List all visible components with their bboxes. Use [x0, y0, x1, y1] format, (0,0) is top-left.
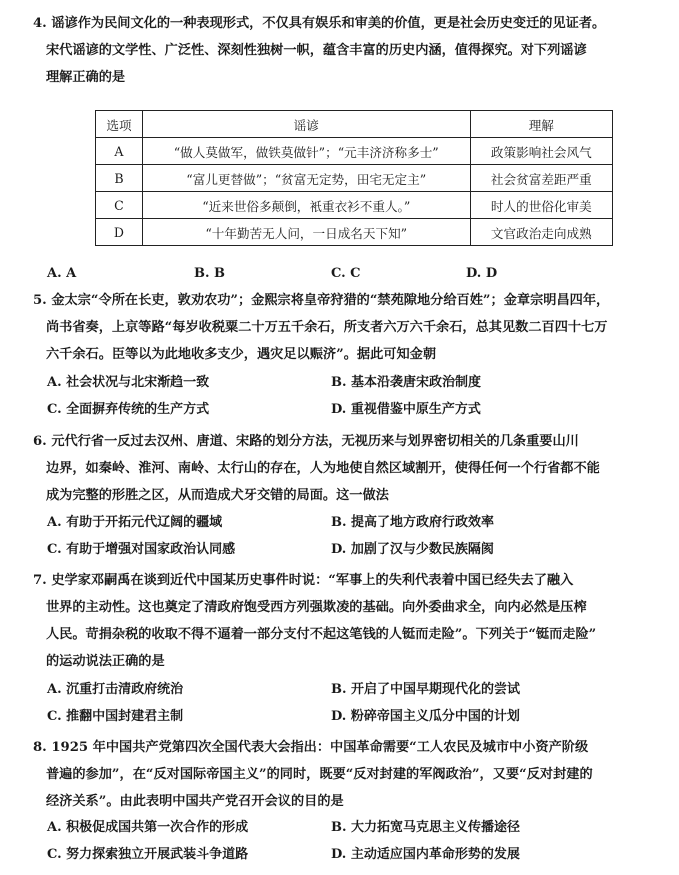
q4-option-c: C. C [331, 266, 361, 281]
q8-option-b: B. 大力拓宽马克思主义传播途径 [331, 820, 521, 835]
q5-stem-line-1: 5. 金太宗“令所在长吏，敦劝农功”；金熙宗将皇帝狩猎的“禁苑隙地分给百姓”；金章宗明昌四年， [33, 293, 610, 308]
q4-stem-line-2: 宋代谣谚的文学性、广泛性、深刻性独树一帜，蕴含丰富的历史内涵，值得探究。对下列谣谚 [46, 43, 587, 58]
table-header: 理解 [470, 111, 612, 138]
q6-stem-line-1: 6. 元代行省一反过去汉州、唐道、宋路的划分方法，无视历来与划界密切相关的几条重要山川 [33, 434, 579, 449]
q5-option-a: A. 社会状况与北宋渐趋一致 [47, 375, 210, 390]
q4-option-d: D. D [466, 266, 498, 281]
q5-stem-line-3: 六千余石。臣等以为此地收多支少，遇灾足以赈济”。据此可知金朝 [46, 347, 437, 362]
q7-stem-line-3: 人民。苛捐杂税的收取不得不逼着一部分支付不起这笔钱的人铤而走险”。下列关于“铤而走险” [46, 627, 597, 642]
q7-stem-line-1: 7. 史学家邓嗣禹在谈到近代中国某历史事件时说：“军事上的失利代表着中国已经失去了融入 [33, 573, 574, 588]
q7-option-d: D. 粉碎帝国主义瓜分中国的计划 [331, 709, 520, 724]
table-cell: 政策影响社会风气 [470, 138, 612, 165]
table-cell: D [96, 219, 143, 246]
q6-option-a: A. 有助于开拓元代辽阔的疆域 [47, 515, 223, 530]
q7-option-b: B. 开启了中国早期现代化的尝试 [331, 682, 521, 697]
q4-table [95, 110, 613, 246]
table-row [96, 138, 613, 165]
q4-stem-line-1: 4. 谣谚作为民间文化的一种表现形式，不仅具有娱乐和审美的价值，更是社会历史变迁的见证者。 [33, 16, 606, 31]
q6-stem-line-2: 边界，如秦岭、淮河、南岭、太行山的存在，人为地使自然区域割开，使得任何一个行省都不能 [46, 461, 600, 476]
table-cell: 社会贫富差距严重 [470, 165, 612, 192]
q6-option-d: D. 加剧了汉与少数民族隔阂 [331, 542, 494, 557]
q4-option-b: B. B [194, 266, 226, 281]
q4-option-a: A. A [47, 266, 77, 281]
q5-stem-line-2: 尚书省奏，上京等路“每岁收税粟二十万五千余石，所支者六万六千余石，总其见数二百四十七万 [46, 320, 608, 335]
q7-option-c: C. 推翻中国封建君主制 [47, 709, 184, 724]
table-cell: C [96, 192, 143, 219]
table-header: 谣谚 [142, 111, 470, 138]
q6-stem-line-3: 成为完整的形胜之区，从而造成犬牙交错的局面。这一做法 [46, 488, 389, 503]
q8-option-a: A. 积极促成国共第一次合作的形成 [47, 820, 249, 835]
q8-option-c: C. 努力探索独立开展武装斗争道路 [47, 847, 249, 862]
table-header: 选项 [96, 111, 143, 138]
q7-stem-line-4: 的运动说法正确的是 [46, 654, 165, 669]
table-header-row [96, 111, 613, 138]
q8-option-d: D. 主动适应国内革命形势的发展 [331, 847, 520, 862]
q8-stem-line-2: 普遍的参加”，在“反对国际帝国主义”的同时，既要“反对封建的军阀政治”，又要“反对封建的 [46, 767, 593, 782]
table-cell: A [96, 138, 143, 165]
q6-option-b: B. 提高了地方政府行政效率 [331, 515, 495, 530]
table-row [96, 165, 613, 192]
table-row [96, 192, 613, 219]
table-cell: “富儿更替做”；“贫富无定势，田宅无定主” [142, 165, 470, 192]
table-row [96, 219, 613, 246]
table-cell: “十年勤苦无人问，一日成名天下知” [142, 219, 470, 246]
q5-option-c: C. 全面摒弃传统的生产方式 [47, 402, 210, 417]
table-cell: “近来世俗多颠倒，衹重衣衫不重人。” [142, 192, 470, 219]
q4-stem-line-3: 理解正确的是 [46, 70, 126, 85]
q6-option-c: C. 有助于增强对国家政治认同感 [47, 542, 236, 557]
table-cell: “做人莫做军，做铁莫做针”；“元丰济济称多士” [142, 138, 470, 165]
q7-stem-line-2: 世界的主动性。这也奠定了清政府饱受西方列强欺凌的基础。向外委曲求全，向内必然是压榨 [46, 600, 587, 615]
q5-option-b: B. 基本沿袭唐宋政治制度 [331, 375, 482, 390]
table-cell: 时人的世俗化审美 [470, 192, 612, 219]
q7-option-a: A. 沉重打击清政府统治 [47, 682, 184, 697]
q5-option-d: D. 重视借鉴中原生产方式 [331, 402, 481, 417]
table-cell: 文官政治走向成熟 [470, 219, 612, 246]
q8-stem-line-3: 经济关系”。由此表明中国共产党召开会议的目的是 [46, 794, 344, 809]
table-cell: B [96, 165, 143, 192]
q8-stem-line-1: 8. 1925 年中国共产党第四次全国代表大会指出：中国革命需要“工人农民及城市中小资产阶级 [33, 740, 589, 755]
